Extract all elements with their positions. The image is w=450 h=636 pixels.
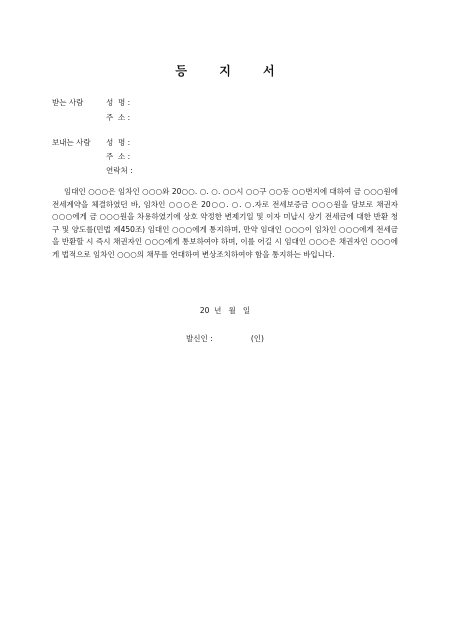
sender-name-field: 성 명 : (106, 138, 131, 147)
recipient-address-field: 주 소 : (106, 113, 131, 122)
notice-body: 임대인 ○○○은 임차인 ○○○와 20○○. ○. ○. ○○시 ○○구 ○○동 ○○번지에 대하여 금 ○○○원에 전세계약을 체결하였던 바, 임차인 ○○○은 20○○. ○. ○.자로 전세보증금 ○○○원을 담보로 채권자 ○○○에게 금 ○○○원을 차용하였기에 상호 약정한 변제기일 및 이자 미납시 상기 전세금에 대한 반환 청구 및 양도를(민법 제450조) 임대인 ○○○에게 통지하며, 만약 임대인 ○○○이 임차인 ○○○에게 전세금을 반환할 시 즉시 채권자인 ○○○에게 통보하여야 하며, 이를 어길 시 임대인 ○○○은 채권자인 ○○○에게 법적으로 임차인 ○○○의 채무를 연대하여 변상조치하여야 함을 통지하는 바입니다. (52, 187, 398, 259)
date-line: 20 년 월 일 (199, 306, 251, 315)
document-title: 등 지 서 (175, 64, 289, 78)
sender-contact-field: 연락처 : (106, 166, 133, 175)
sender-signature: 발신인 : (인) (186, 334, 264, 343)
sender-label: 보내는 사람 (52, 138, 91, 147)
sender-address-field: 주 소 : (106, 152, 131, 161)
recipient-label: 받는 사람 (52, 98, 84, 107)
recipient-name-field: 성 명 : (106, 98, 131, 107)
